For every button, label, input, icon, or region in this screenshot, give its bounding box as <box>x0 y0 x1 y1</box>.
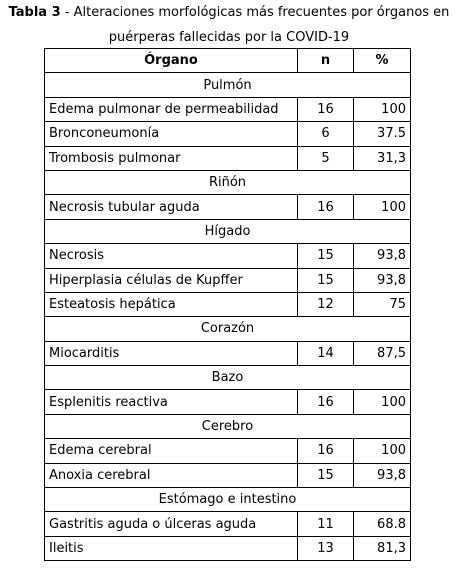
table-row <box>45 292 411 316</box>
section-title: Hígado <box>45 219 411 243</box>
table-row <box>45 390 411 414</box>
section-title: Bazo <box>45 366 411 390</box>
caption-label: Tabla 3 <box>8 5 61 20</box>
section-row <box>45 219 411 243</box>
finding-percent: 87,5 <box>354 341 411 365</box>
finding-count: 16 <box>298 195 354 219</box>
finding-name: Ileitis <box>45 536 298 560</box>
finding-name: Gastritis aguda o úlceras aguda <box>45 512 298 536</box>
table-row <box>45 512 411 536</box>
section-row <box>45 414 411 438</box>
finding-count: 16 <box>298 97 354 121</box>
table-row <box>45 536 411 560</box>
finding-name: Trombosis pulmonar <box>45 146 298 170</box>
finding-name: Bronconeumonía <box>45 122 298 146</box>
finding-percent: 75 <box>354 292 411 316</box>
header-percent: % <box>354 49 411 73</box>
finding-name: Edema pulmonar de permeabilidad <box>45 97 298 121</box>
finding-count: 14 <box>298 341 354 365</box>
header-organ: Órgano <box>45 49 298 73</box>
finding-count: 16 <box>298 390 354 414</box>
finding-name: Anoxia cerebral <box>45 463 298 487</box>
finding-count: 11 <box>298 512 354 536</box>
finding-count: 12 <box>298 292 354 316</box>
morphology-table <box>44 48 411 561</box>
finding-count: 13 <box>298 536 354 560</box>
section-title: Cerebro <box>45 414 411 438</box>
caption-line-1 <box>0 0 458 25</box>
table-row <box>45 341 411 365</box>
caption-line-2: puérperas fallecidas por la COVID-19 <box>108 30 350 45</box>
finding-name: Esplenitis reactiva <box>45 390 298 414</box>
section-title: Estómago e intestino <box>45 488 411 512</box>
section-row <box>45 488 411 512</box>
section-title: Riñón <box>45 170 411 194</box>
finding-name: Miocarditis <box>45 341 298 365</box>
finding-count: 6 <box>298 122 354 146</box>
finding-name: Necrosis tubular aguda <box>45 195 298 219</box>
table-body <box>45 73 411 561</box>
finding-count: 16 <box>298 439 354 463</box>
finding-name: Edema cerebral <box>45 439 298 463</box>
section-title: Pulmón <box>45 73 411 97</box>
finding-name: Hiperplasia células de Kupffer <box>45 268 298 292</box>
finding-percent: 93,8 <box>354 244 411 268</box>
finding-percent: 93,8 <box>354 463 411 487</box>
finding-percent: 81,3 <box>354 536 411 560</box>
table-row <box>45 122 411 146</box>
header-n: n <box>298 49 354 73</box>
finding-percent: 100 <box>354 439 411 463</box>
finding-percent: 100 <box>354 97 411 121</box>
finding-percent: 68.8 <box>354 512 411 536</box>
finding-percent: 100 <box>354 390 411 414</box>
table-row <box>45 195 411 219</box>
finding-percent: 100 <box>354 195 411 219</box>
finding-percent: 31,3 <box>354 146 411 170</box>
section-title: Corazón <box>45 317 411 341</box>
table-row <box>45 268 411 292</box>
finding-name: Necrosis <box>45 244 298 268</box>
section-row <box>45 170 411 194</box>
table-row <box>45 463 411 487</box>
finding-count: 15 <box>298 244 354 268</box>
table-row <box>45 244 411 268</box>
header-row <box>45 49 411 73</box>
table-caption <box>0 0 458 50</box>
section-row <box>45 317 411 341</box>
finding-percent: 37.5 <box>354 122 411 146</box>
table-row <box>45 146 411 170</box>
finding-count: 5 <box>298 146 354 170</box>
finding-count: 15 <box>298 268 354 292</box>
section-row <box>45 73 411 97</box>
finding-percent: 93,8 <box>354 268 411 292</box>
finding-count: 15 <box>298 463 354 487</box>
table-row <box>45 439 411 463</box>
caption-text-1: - Alteraciones morfológicas más frecuentes por órganos en <box>60 5 450 20</box>
finding-name: Esteatosis hepática <box>45 292 298 316</box>
section-row <box>45 366 411 390</box>
table-row <box>45 97 411 121</box>
